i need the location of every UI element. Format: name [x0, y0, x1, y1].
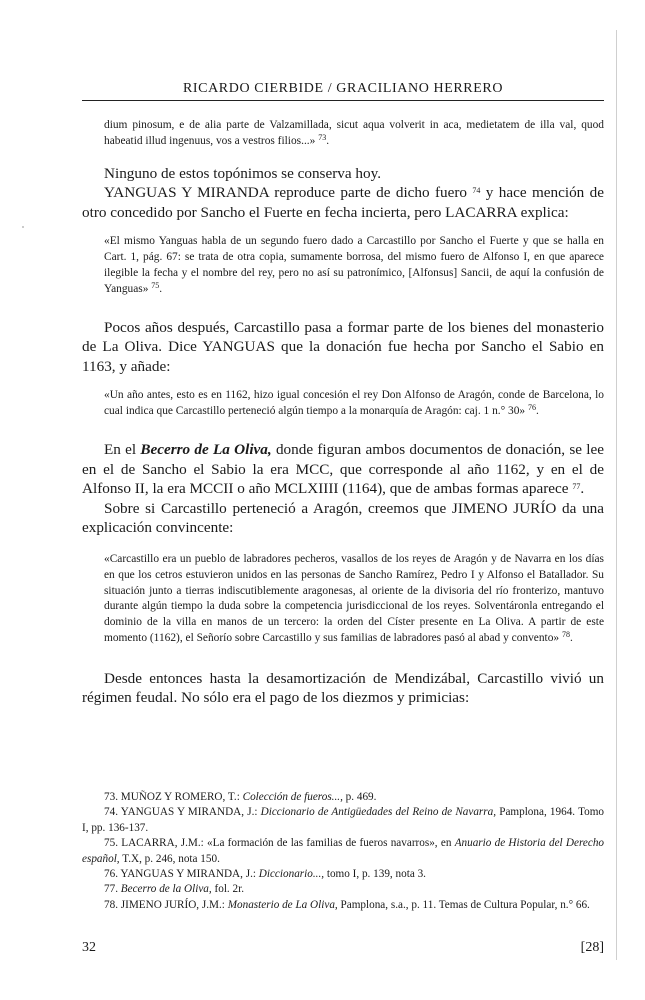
footnote-74: 74. YANGUAS Y MIRANDA, J.: Diccionario de Antigüedades del Reino de Navarra, Pamplona, 1964. Tomo I, pp. 136-137. — [82, 806, 605, 834]
footnote-ref-73: 73 — [318, 132, 327, 142]
paragraph-yanguas: YANGUAS Y MIRANDA reproduce parte de dicho fuero $^{74}$ y hace mención de otro concedido por Sancho el Fuerte en fecha incierta, pero LACARRA explica: — [82, 184, 604, 221]
header-rule — [82, 100, 604, 101]
footnote-73: 73. MUÑOZ Y ROMERO, T.: Colección de fueros..., p. 469. — [104, 791, 377, 803]
quote-75: «El mismo Yanguas habla de un segundo fuero dado a Carcastillo por Sancho el Fuerte y que se halla en Cart. 1, pág. 67: se trata de otra copia, sumamente borrosa, del mismo fuero de Alfonso I, en que aparece ilegible la fecha y el nombre del rey, pero no así su patronímico, [Alfonsus] Sancii, de aquí la confusión de Yanguas» $^{75}$. — [104, 235, 604, 295]
quote-78: «Carcastillo era un pueblo de labradores pecheros, vasallos de los reyes de Aragón y de Navarra en los días en que los cetros estuvieron unidos en las personas de Sancho Ramírez, Pedro I y Alfonso el Batallador. Su situación junto a tierras indiscutiblemente aragonesas, al oriente de la divisoria del río fronterizo, mantuvo durante algún tiempo la duda sobre la competencia jurisdiccional de los reyes. Solventáronla entregando el dominio de la villa en manos de un tercero: la orden del Císter presente en La Oliva. A partir de este momento (1162), el Señorío sobre Carcastillo y sus familias de labradores pasó al abad y convento» $^{78}$. — [104, 552, 604, 644]
page-reference: [28] — [580, 940, 604, 955]
margin-mark — [22, 226, 24, 228]
page-edge-line — [616, 30, 617, 960]
paragraph-becerro: En el Becerro de La Oliva, donde figuran ambos documentos de donación, se lee en el de Sancho el Sabio la era MCC, que corresponde al año 1162, y en el de Alfonso II, la era MCCII o año MCLXIIII (1164), que de ambas formas aparece $^{77}$. — [82, 440, 604, 498]
paragraph-la-oliva: Pocos años después, Carcastillo pasa a formar parte de los bienes del monasterio de La Oliva. Dice YANGUAS que la donación fue hecha por Sancho el Sabio en 1163, y añade: — [82, 318, 604, 375]
quote-73: dium pinosum, e de alia parte de Valzamillada, sicut aqua volverit in aca, medietatem de illa val, quod habeatid illud ingenuus, vos a vestros filios...» $^{73}$. — [104, 119, 604, 147]
paragraph-toponyms: Ninguno de estos topónimos se conserva hoy. — [104, 164, 381, 182]
footnote-78: 78. JIMENO JURÍO, J.M.: Monasterio de La Oliva, Pamplona, s.a., p. 11. Temas de Cultura Popular, n.° 66. — [104, 898, 590, 911]
footnote-ref-76: 76 — [527, 403, 536, 413]
footnote-ref-78: 78 — [561, 629, 570, 639]
paragraph-aragon: Sobre si Carcastillo perteneció a Aragón, creemos que JIMENO JURÍO da una explicación convincente: — [82, 499, 604, 537]
footnote-76: 76. YANGUAS Y MIRANDA, J.: Diccionario..., tomo I, p. 139, nota 3. — [104, 868, 426, 881]
quote-76: «Un año antes, esto es en 1162, hizo igual concesión el rey Don Alfonso de Aragón, conde de Barcelona, lo cual indica que Carcastillo perteneció algún tiempo a la monarquía de Aragón: caj. 1 n.° 30» $^{76}$. — [104, 389, 604, 418]
footnote-77: 77. Becerro de la Oliva, fol. 2r. — [104, 883, 245, 896]
book-title: Becerro de La Oliva, — [140, 440, 272, 458]
footnote-ref-75: 75 — [151, 280, 160, 290]
page-number: 32 — [82, 940, 96, 955]
paragraph-mendizabal: Desde entonces hasta la desamortización de Mendizábal, Carcastillo vivió un régimen feudal. No sólo era el pago de los diezmos y primicias: — [82, 669, 604, 707]
footnote-ref-74: 74 — [472, 186, 481, 196]
footnote-75: 75. LACARRA, J.M.: «La formación de las familias de fueros navarros», en Anuario de Historia del Derecho español, T.X, p. 246, nota 150. — [82, 837, 605, 865]
running-header: RICARDO CIERBIDE / GRACILIANO HERRERO — [182, 81, 504, 96]
footnote-ref-77: 77 — [572, 482, 581, 492]
footnotes — [82, 790, 604, 913]
body-text — [82, 118, 604, 708]
